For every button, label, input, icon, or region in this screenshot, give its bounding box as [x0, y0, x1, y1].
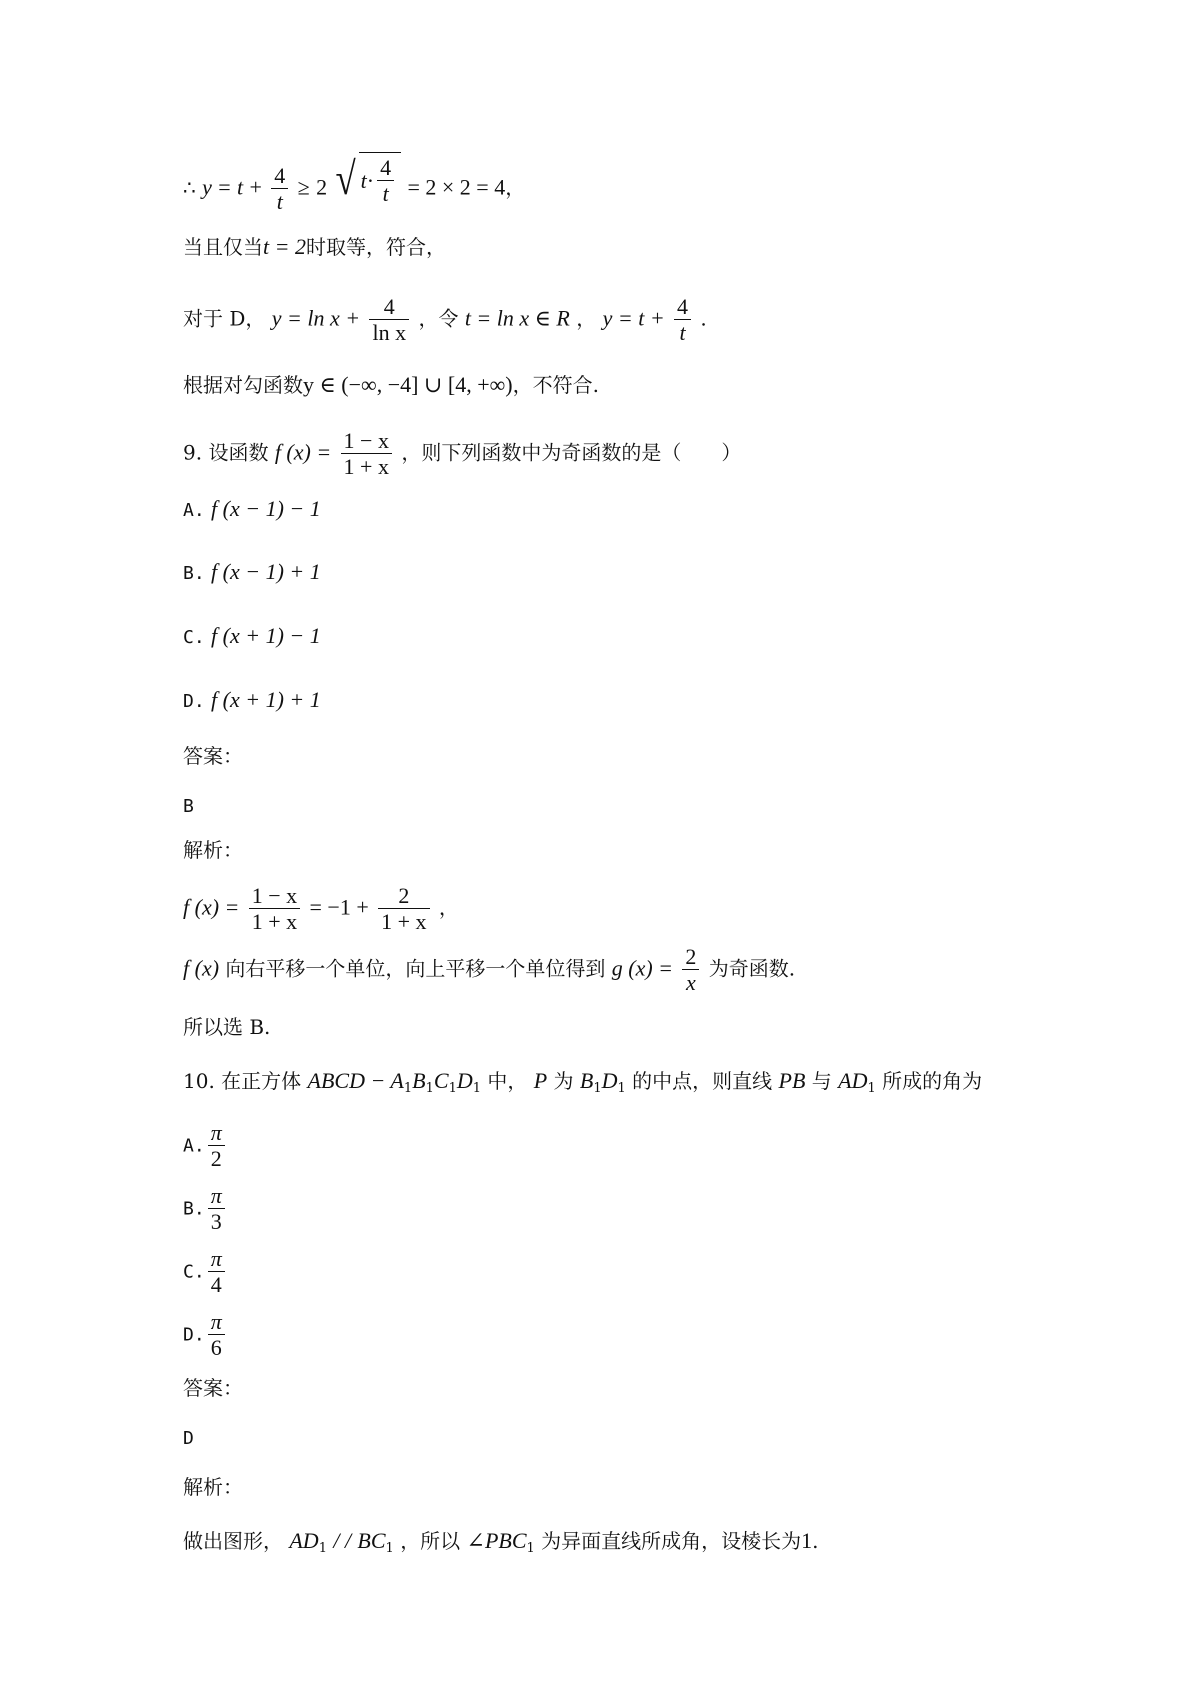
q10-option-b: B. $\frac{\pi}{3}$ — [183, 1183, 228, 1235]
q9-option-b: B. f (x − 1) + 1 — [183, 559, 321, 584]
fraction: $\frac{4}{t}$ — [271, 163, 288, 215]
q9-option-d: D. f (x + 1) + 1 — [183, 687, 321, 712]
q9-answer-label: 答案： — [183, 744, 243, 768]
q9-option-c: C. f (x + 1) − 1 — [183, 623, 321, 648]
text-line-2: 当且仅当t = 2时取等，符合， — [183, 234, 446, 259]
text-line-4: 根据对勾函数y ∈ (−∞, −4] ∪ [4, +∞)，不符合. — [183, 372, 599, 397]
q10-analysis-text: 做出图形， $AD_1$ / / $BC_1$ ，所以 $\angle PBC_1$ 为异面直线所成角，设棱长为1. — [183, 1528, 819, 1556]
square-root: √ t · $\frac{4}{t}$ — [333, 152, 401, 207]
therefore-symbol: ∴ — [183, 175, 196, 200]
q10-answer: D — [183, 1428, 194, 1449]
question-10: 10. 在正方体 ABCD − $A_1B_1C_1D_1$ 中， P 为 $B_1D_1$ 的中点，则直线 PB 与 $AD_1$ 所成的角为 — [183, 1068, 983, 1096]
radical-sign: √ — [335, 153, 357, 205]
q10-option-c: C. $\frac{\pi}{4}$ — [183, 1246, 228, 1298]
q9-conclusion: 所以选 B. — [183, 1015, 271, 1039]
q10-option-d: D. $\frac{\pi}{6}$ — [183, 1309, 228, 1361]
q9-analysis-label: 解析： — [183, 838, 243, 862]
q10-option-a: A. $\frac{\pi}{2}$ — [183, 1120, 228, 1172]
q9-option-a: A. f (x − 1) − 1 — [183, 496, 321, 521]
text-line-3: 对于 D， y = ln x + $\frac{4}{\text{ln x}}$ ，令 t = ln x ∈ R ， y = t + $\frac{4}{t}$ . — [183, 294, 707, 346]
q10-answer-label: 答案： — [183, 1376, 243, 1400]
q9-answer: B — [183, 796, 194, 817]
q10-analysis-label: 解析： — [183, 1475, 243, 1499]
q9-analysis-shift: f (x) 向右平移一个单位，向上平移一个单位得到 g (x) = $\frac{2}{x}$ 为奇函数. — [183, 944, 796, 996]
formula-line-1: ∴ y = t + $\frac{4}{t}$ ≥ 2 √ t · $\frac{4}{t}$ = 2 × 2 = 4， — [183, 153, 526, 215]
q9-analysis-formula: f (x) = $\frac{1 - x}{1 + x}$ = −1 + $\frac{2}{1 + x}$ ， — [183, 883, 459, 935]
question-9: 9. 设函数 f (x) = $\frac{1 - x}{1 + x}$ ，则下列函数中为奇函数的是（ ） — [183, 428, 742, 480]
